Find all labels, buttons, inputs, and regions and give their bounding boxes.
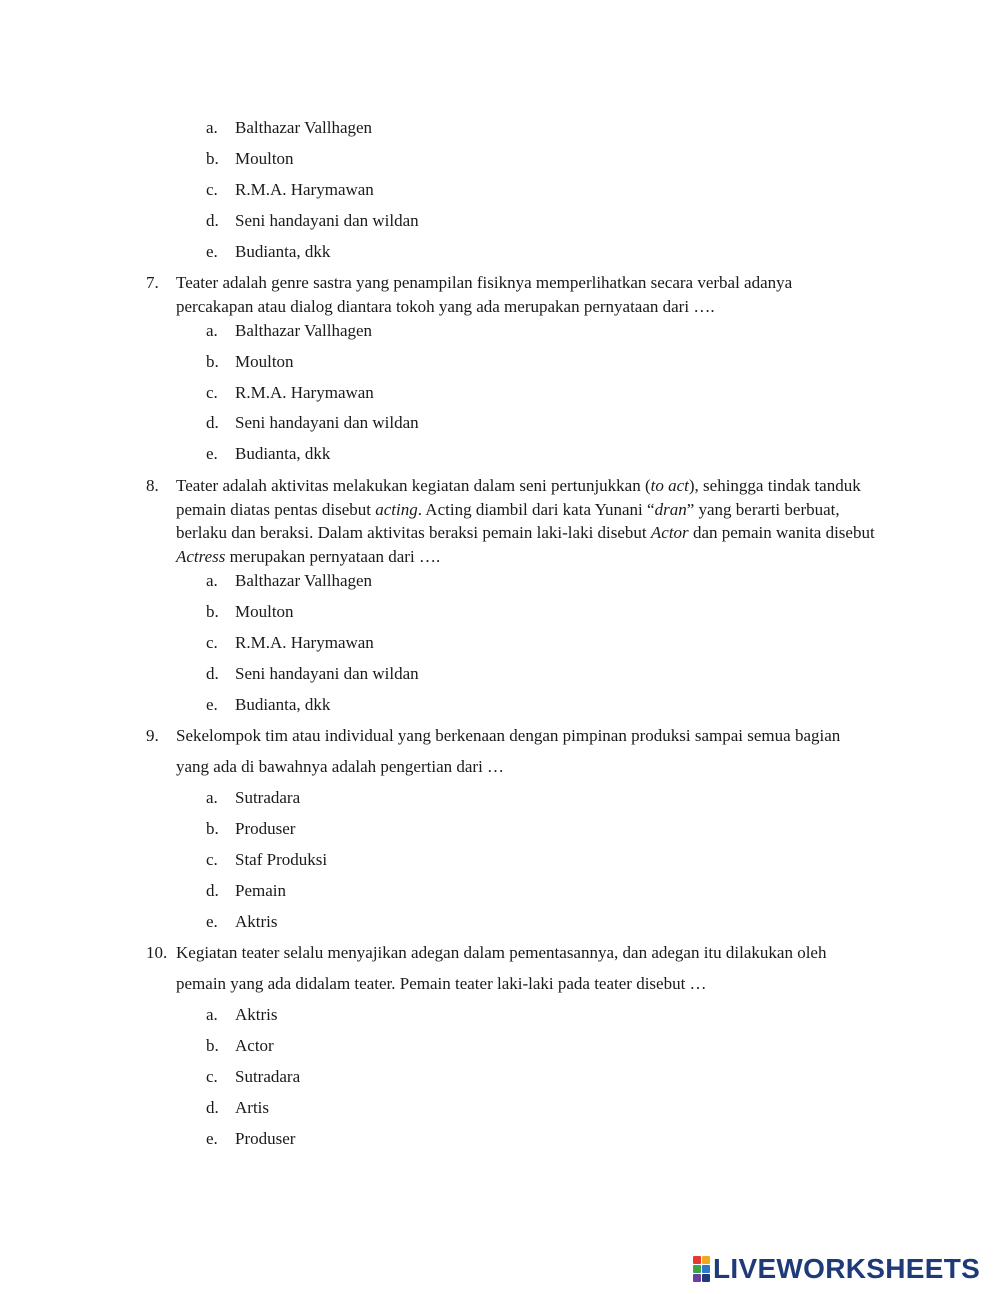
logo-mark-icon [693,1256,710,1282]
question-text [176,474,886,569]
italic-term: to act [650,476,689,495]
option-a [0,786,900,810]
option-text: Balthazar Vallhagen [235,321,373,340]
option-text: Aktris [235,1005,278,1024]
text-run: ), sehingga tindak tanduk pemain diatas pentas disebut [176,476,861,519]
option-a [0,116,900,140]
option-d [0,662,900,686]
option-text: Produser [235,819,296,838]
option-d [0,209,900,233]
option-letter: b. [206,149,219,168]
option-letter: a. [206,321,218,340]
option-text: Produser [235,1129,296,1148]
option-text: Seni handayani dan wildan [235,664,419,683]
option-letter: d. [206,1098,219,1117]
option-letter: c. [206,850,218,869]
question-line: Teater adalah genre sastra yang penampilan fisiknya memperlihatkan secara verbal adanya [176,273,793,292]
question-line: Kegiatan teater selalu menyajikan adegan dalam pementasannya, dan adegan itu dilakukan oleh [176,943,827,962]
question-number: 9. [146,726,159,745]
option-e [0,693,900,717]
text-run: Teater adalah aktivitas melakukan kegiatan dalam seni pertunjukkan ( [176,476,651,495]
option-letter: e. [206,695,218,714]
option-text: Moulton [235,602,294,621]
question-number: 7. [146,273,159,292]
logo-cell [702,1256,710,1264]
question-line: pemain yang ada didalam teater. Pemain teater laki-laki pada teater disebut … [176,974,707,993]
option-text: R.M.A. Harymawan [235,633,374,652]
option-text: Budianta, dkk [235,695,331,714]
option-text: Aktris [235,912,278,931]
option-letter: a. [206,571,218,590]
option-letter: c. [206,1067,218,1086]
text-run: . Acting diambil dari kata Yunani “ [417,499,655,519]
option-b [0,1034,900,1058]
option-d [0,1096,900,1120]
italic-term: Actress [176,547,226,567]
option-text: R.M.A. Harymawan [235,180,374,199]
logo-text: LIVEWORKSHEETS [713,1253,981,1284]
text-run: ” yang berarti berbuat, berlaku dan beraksi. Dalam aktivitas beraksi pemain laki-laki disebut [176,499,840,543]
question-text [176,720,886,782]
option-e [0,1127,900,1151]
option-text: Budianta, dkk [235,242,331,261]
option-text: Actor [235,1036,274,1055]
option-text: R.M.A. Harymawan [235,383,374,402]
option-letter: e. [206,242,218,261]
question-line: yang ada di bawahnya adalah pengertian dari … [176,757,505,776]
option-a [0,569,900,593]
option-letter: b. [206,1036,219,1055]
option-letter: b. [206,602,219,621]
option-text: Staf Produksi [235,850,328,869]
option-text: Sutradara [235,1067,301,1086]
question-line: Sekelompok tim atau individual yang berkenaan dengan pimpinan produksi sampai semua bagian [176,726,841,745]
italic-term: Actor [650,523,689,543]
option-text: Moulton [235,352,294,371]
text-run: merupakan pernyataan dari …. [225,547,441,567]
option-text: Sutradara [235,788,301,807]
option-b [0,350,900,374]
option-letter: b. [206,819,219,838]
option-letter: d. [206,664,219,683]
option-text: Balthazar Vallhagen [235,118,373,137]
question-line: percakapan atau dialog diantara tokoh yang ada merupakan pernyataan dari …. [176,296,715,316]
option-text: Moulton [235,149,294,168]
option-text: Budianta, dkk [235,444,331,463]
option-e [0,442,900,466]
option-letter: e. [206,912,218,931]
option-c [0,381,900,405]
option-letter: e. [206,444,218,463]
logo-cell [693,1274,701,1282]
liveworksheets-logo [693,1253,980,1285]
italic-term: dran [654,499,687,519]
option-b [0,147,900,171]
question-number: 10. [146,943,168,962]
option-c [0,631,900,655]
logo-cell [702,1274,710,1282]
option-a [0,1003,900,1027]
option-c [0,1065,900,1089]
question-text [176,271,886,318]
option-letter: c. [206,180,218,199]
option-letter: c. [206,383,218,402]
option-b [0,600,900,624]
question-number: 8. [146,476,159,495]
option-text: Pemain [235,881,286,900]
option-c [0,178,900,202]
option-text: Seni handayani dan wildan [235,211,419,230]
logo-cell [702,1265,710,1273]
option-a [0,319,900,343]
option-text: Seni handayani dan wildan [235,413,419,432]
option-b [0,817,900,841]
option-letter: b. [206,352,219,371]
option-letter: a. [206,118,218,137]
option-letter: d. [206,413,219,432]
option-letter: d. [206,211,219,230]
logo-cell [693,1265,701,1273]
option-letter: a. [206,788,218,807]
option-e [0,910,900,934]
option-d [0,879,900,903]
question-text [176,937,886,999]
option-letter: a. [206,1005,218,1024]
option-c [0,848,900,872]
option-letter: d. [206,881,219,900]
text-run: dan pemain wanita disebut [688,523,875,543]
option-letter: e. [206,1129,218,1148]
option-e [0,240,900,264]
option-text: Artis [235,1098,269,1117]
option-letter: c. [206,633,218,652]
option-text: Balthazar Vallhagen [235,571,373,590]
logo-cell [693,1256,701,1264]
italic-term: acting [375,499,418,519]
option-d [0,411,900,435]
